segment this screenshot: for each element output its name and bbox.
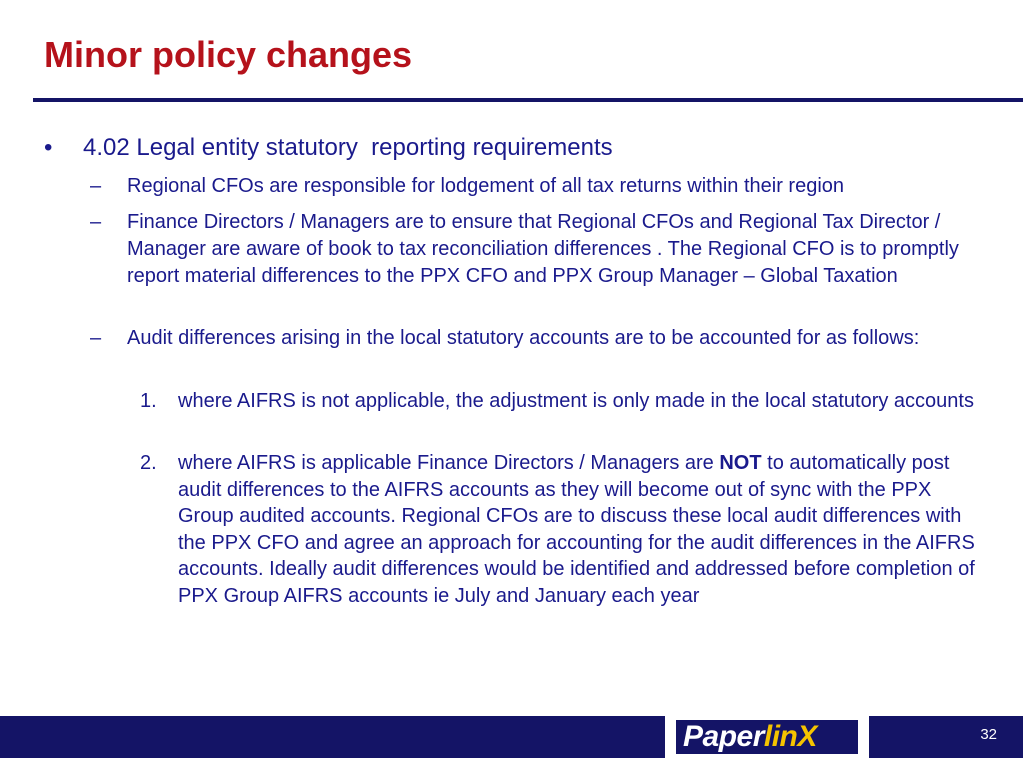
sub-item-tax-returns: Regional CFOs are responsible for lodgement of all tax returns within their region (127, 175, 845, 197)
logo-text-linx: linX (763, 720, 817, 753)
sub-item-book-to-tax: Finance Directors / Managers are to ensure that Regional CFOs and Regional Tax Director / Manager are aware of book to tax reconciliation differences . The Regional CFO is to promptly report material differences to the PPX CFO and PPX Group Manager – Global Taxation (127, 211, 959, 287)
dash-marker: – (90, 327, 102, 349)
slide-title: Minor policy changes (44, 34, 413, 75)
numbered-item-not-applicable: where AIFRS is not applicable, the adjustment is only made in the local statutory accounts (178, 390, 974, 412)
bullet-heading: 4.02 Legal entity statutory reporting requirements (83, 134, 613, 161)
page-number: 32 (980, 726, 997, 743)
dash-marker: – (90, 211, 102, 233)
list-number: 1. (140, 390, 157, 412)
numbered-item-text-after: to automatically post audit differences to the AIFRS accounts as they will become out of sync with the PPX Group audited accounts. Regional CFOs are to discuss these local audit differences with the PPX CFO and agree an approach for accounting for the audit differences in the AIFRS accounts. Ideally audit differences would be identified and addressed before completion of PPX Group AIFRS accounts ie July and January each year (178, 452, 975, 607)
dash-marker: – (90, 175, 102, 197)
sub-item-audit-differences: Audit differences arising in the local statutory accounts are to be accounted for as follows: (127, 327, 920, 349)
numbered-item-applicable (178, 450, 983, 609)
logo-wordmark (683, 720, 817, 754)
emphasis-not: NOT (719, 452, 762, 474)
numbered-item-text-before: where AIFRS is applicable Finance Directors / Managers are (178, 452, 720, 474)
logo-plate (676, 720, 858, 754)
title-divider (33, 98, 1023, 102)
footer-bar (0, 716, 1023, 758)
logo-text-paper: Paper (683, 720, 764, 753)
bullet-marker: • (44, 134, 53, 161)
list-number: 2. (140, 452, 157, 474)
paperlinx-logo (665, 716, 869, 758)
